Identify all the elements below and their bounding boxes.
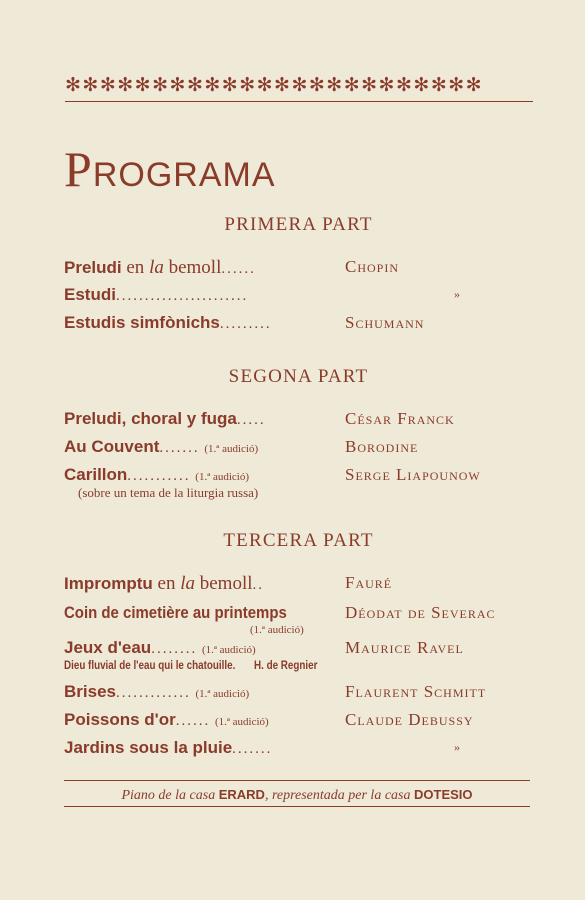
work-title: Au Couvent....... (1.ª audició) xyxy=(64,437,259,456)
ditto-mark: » xyxy=(454,287,460,301)
subtitle-author: H. de Regnier xyxy=(254,658,318,672)
work-title: Carillon........... (1.ª audició) xyxy=(64,465,250,484)
work-title: Preludi, choral y fuga..... xyxy=(64,409,266,428)
page-title: PROGRAMA xyxy=(64,141,276,197)
program-entry xyxy=(64,682,534,706)
ornament-rule xyxy=(65,101,533,102)
work-title: Preludi en la bemoll...... xyxy=(64,257,256,278)
composer: Déodat de Severac xyxy=(345,603,496,622)
program-entry xyxy=(64,738,534,762)
footer-rule xyxy=(64,806,530,807)
ditto-mark: » xyxy=(454,740,460,754)
work-subtitle: (sobre un tema de la liturgia russa) xyxy=(78,485,259,500)
composer: Claude Debussy xyxy=(345,710,474,729)
composer: Borodine xyxy=(345,437,419,456)
work-title: Jardins sous la pluie....... xyxy=(64,738,273,757)
program-entry xyxy=(64,409,534,433)
work-title: Poissons d'or...... (1.ª audició) xyxy=(64,710,269,729)
work-title: Estudis simfònichs......... xyxy=(64,313,272,332)
section-heading: TERCERA PART xyxy=(223,530,374,551)
program-entry xyxy=(64,710,534,734)
composer: Fauré xyxy=(345,573,393,592)
footer-rule xyxy=(64,780,530,781)
program-entry xyxy=(64,313,534,337)
work-title: Brises............. (1.ª audició) xyxy=(64,682,250,701)
footer-note: Piano de la casa ERARD, representada per la casa DOTESIO xyxy=(121,787,473,803)
audition-note: (1.ª audició) xyxy=(250,624,304,636)
composer: Schumann xyxy=(345,313,425,332)
program-entry xyxy=(64,257,534,281)
work-title: Jeux d'eau........ (1.ª audició) xyxy=(64,638,256,657)
work-subtitle: Dieu fluvial de l'eau qui le chatouille. xyxy=(64,658,236,672)
composer: Maurice Ravel xyxy=(345,638,464,657)
program-entry xyxy=(64,573,534,597)
composer: Serge Liapounow xyxy=(345,465,481,484)
work-title: Estudi....................... xyxy=(64,285,249,304)
section-heading: SEGONA PART xyxy=(228,366,369,387)
work-title: Impromptu en la bemoll.. xyxy=(64,573,265,594)
ornament-border: ✻✻✻✻✻✻✻✻✻✻✻✻✻✻✻✻✻✻✻✻✻✻✻✻ xyxy=(65,76,484,96)
work-title: Coin de cimetière au printemps xyxy=(64,603,287,622)
section-heading: PRIMERA PART xyxy=(224,214,373,235)
composer: Chopin xyxy=(345,257,400,276)
program-entry xyxy=(64,285,534,309)
composer: César Franck xyxy=(345,409,455,428)
composer: Flaurent Schmitt xyxy=(345,682,487,701)
program-entry xyxy=(64,437,534,461)
